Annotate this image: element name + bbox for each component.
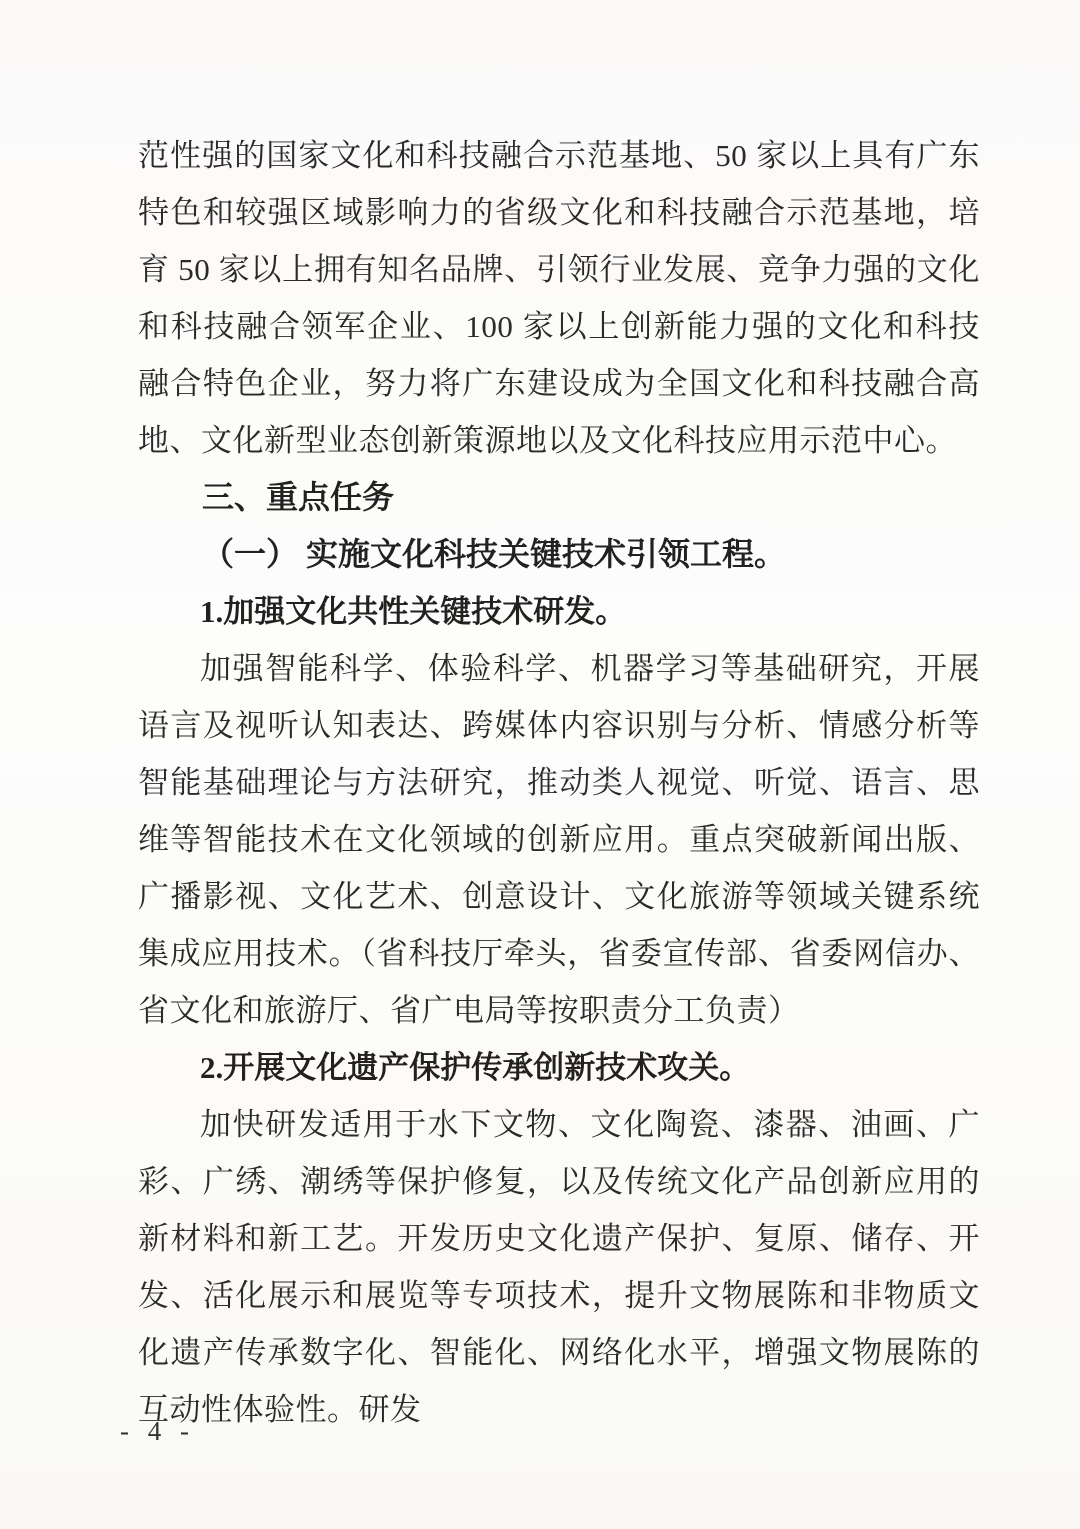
item-heading-cultural-heritage: 2.开展文化遗产保护传承创新技术攻关。 [200,1050,751,1085]
subsection-heading-key-tech-project: （一） 实施文化科技关键技术引领工程。 [202,536,787,572]
paragraph-cultural-heritage: 加快研发适用于水下文物、文化陶瓷、漆器、油画、广彩、广绣、潮绣等保护修复，以及传统文化产品创新应用的新材料和新工艺。开发历史文化遗产保护、复原、储存、开发、活化展示和展览等专项技术，提升文物展陈和非物质文化遗产传承数字化、智能化、网络化水平，增强文物展陈的互动性体验性。研发 [138,1107,980,1427]
document-text-block [138,127,980,1438]
page-number: - 4 - [120,1416,195,1446]
item-heading-common-key-tech: 1.加强文化共性关键技术研发。 [200,594,627,629]
paragraph-goals-continuation: 范性强的国家文化和科技融合示范基地、50 家以上具有广东特色和较强区域影响力的省级文化和科技融合示范基地，培育 50 家以上拥有知名品牌、引领行业发展、竞争力强的文化和科技融合领军企业、100 家以上创新能力强的文化和科技融合特色企业，努力将广东建设成为全国文化和科技融合高地、文化新型业态创新策源地以及文化科技应用示范中心。 [138,138,980,458]
paragraph-common-key-tech: 加强智能科学、体验科学、机器学习等基础研究，开展语言及视听认知表达、跨媒体内容识别与分析、情感分析等智能基础理论与方法研究，推动类人视觉、听觉、语言、思维等智能技术在文化领域的创新应用。重点突破新闻出版、广播影视、文化艺术、创意设计、文化旅游等领域关键系统集成应用技术。（省科技厅牵头，省委宣传部、省委网信办、省文化和旅游厅、省广电局等按职责分工负责） [138,651,980,1028]
section-heading-key-tasks: 三、重点任务 [202,479,395,515]
